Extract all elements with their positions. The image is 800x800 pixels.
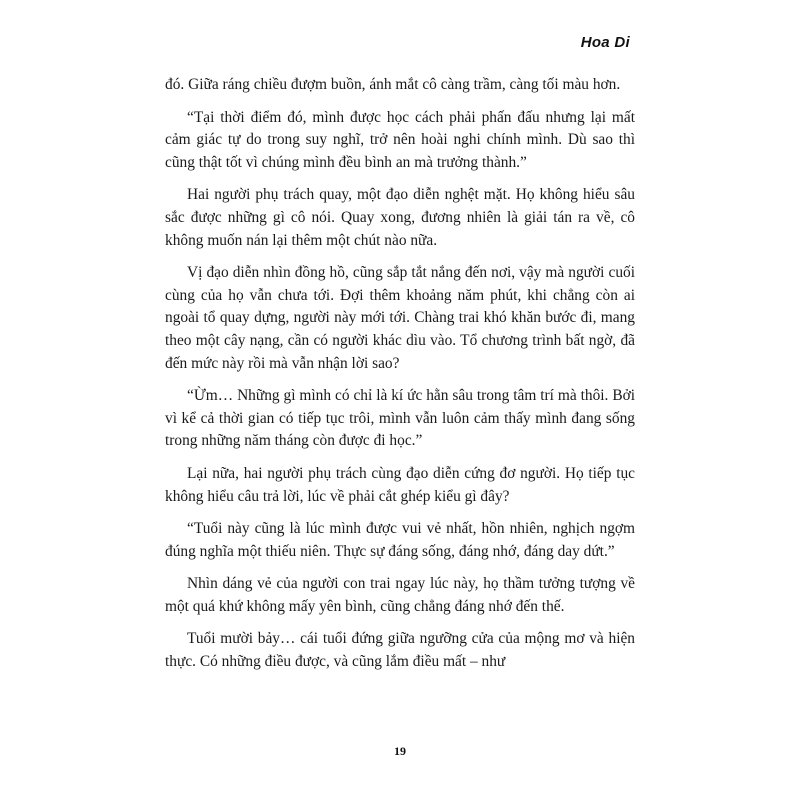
paragraph: Nhìn dáng vẻ của người con trai ngay lúc này, họ thầm tưởng tượng về một quá khứ không mấy yên bình, cũng chẳng đáng nhớ đến thế. <box>165 575 635 615</box>
paragraph: Vị đạo diễn nhìn đồng hồ, cũng sắp tắt nắng đến nơi, vậy mà người cuối cùng của họ vẫn chưa tới. Đợi thêm khoảng năm phút, khi chẳng còn ai ngoài tổ quay dựng, người này mới tới. Chàng trai khó khăn bước đi, mang theo một cây nạng, cần có người khác dìu vào. Tổ chương trình bất ngờ, đã đến mức này rồi mà vẫn nhận lời sao? <box>165 264 635 372</box>
paragraph: “Ừm… Những gì mình có chỉ là kí ức hằn sâu trong tâm trí mà thôi. Bởi vì kể cả thời gian có tiếp tục trôi, mình vẫn luôn cảm thấy mình đang sống trong những năm tháng còn được đi học.” <box>165 387 635 450</box>
paragraph: “Tuổi này cũng là lúc mình được vui vẻ nhất, hồn nhiên, nghịch ngợm đúng nghĩa một thiếu niên. Thực sự đáng sống, đáng nhớ, đáng day dứt.” <box>165 520 635 560</box>
page-number: 19 <box>394 744 406 758</box>
paragraph: Lại nữa, hai người phụ trách cùng đạo diễn cứng đơ người. Họ tiếp tục không hiểu câu trả lời, lúc về phải cắt ghép kiểu gì đây? <box>165 464 635 505</box>
paragraph: “Tại thời điểm đó, mình được học cách phải phấn đấu nhưng lại mất cảm giác tự do trong suy nghĩ, trở nên hoài nghi chính mình. Dù sao thì cũng thật tốt vì chúng mình đều bình an mà trưởng thành.” <box>165 108 635 171</box>
body-text <box>165 74 635 684</box>
paragraph: Hai người phụ trách quay, một đạo diễn nghệt mặt. Họ không hiểu sâu sắc được những gì cô nói. Quay xong, đương nhiên là giải tán ra về, cô không muốn nán lại thêm một chút nào nữa. <box>165 186 635 249</box>
paragraph: đó. Giữa ráng chiều đượm buồn, ánh mắt cô càng trầm, càng tối màu hơn. <box>165 76 621 93</box>
running-header-title: Hoa Di <box>580 34 630 51</box>
paragraph: Tuổi mười bảy… cái tuổi đứng giữa ngưỡng cửa của mộng mơ và hiện thực. Có những điều được, và cũng lắm điều mất – như <box>165 630 635 671</box>
